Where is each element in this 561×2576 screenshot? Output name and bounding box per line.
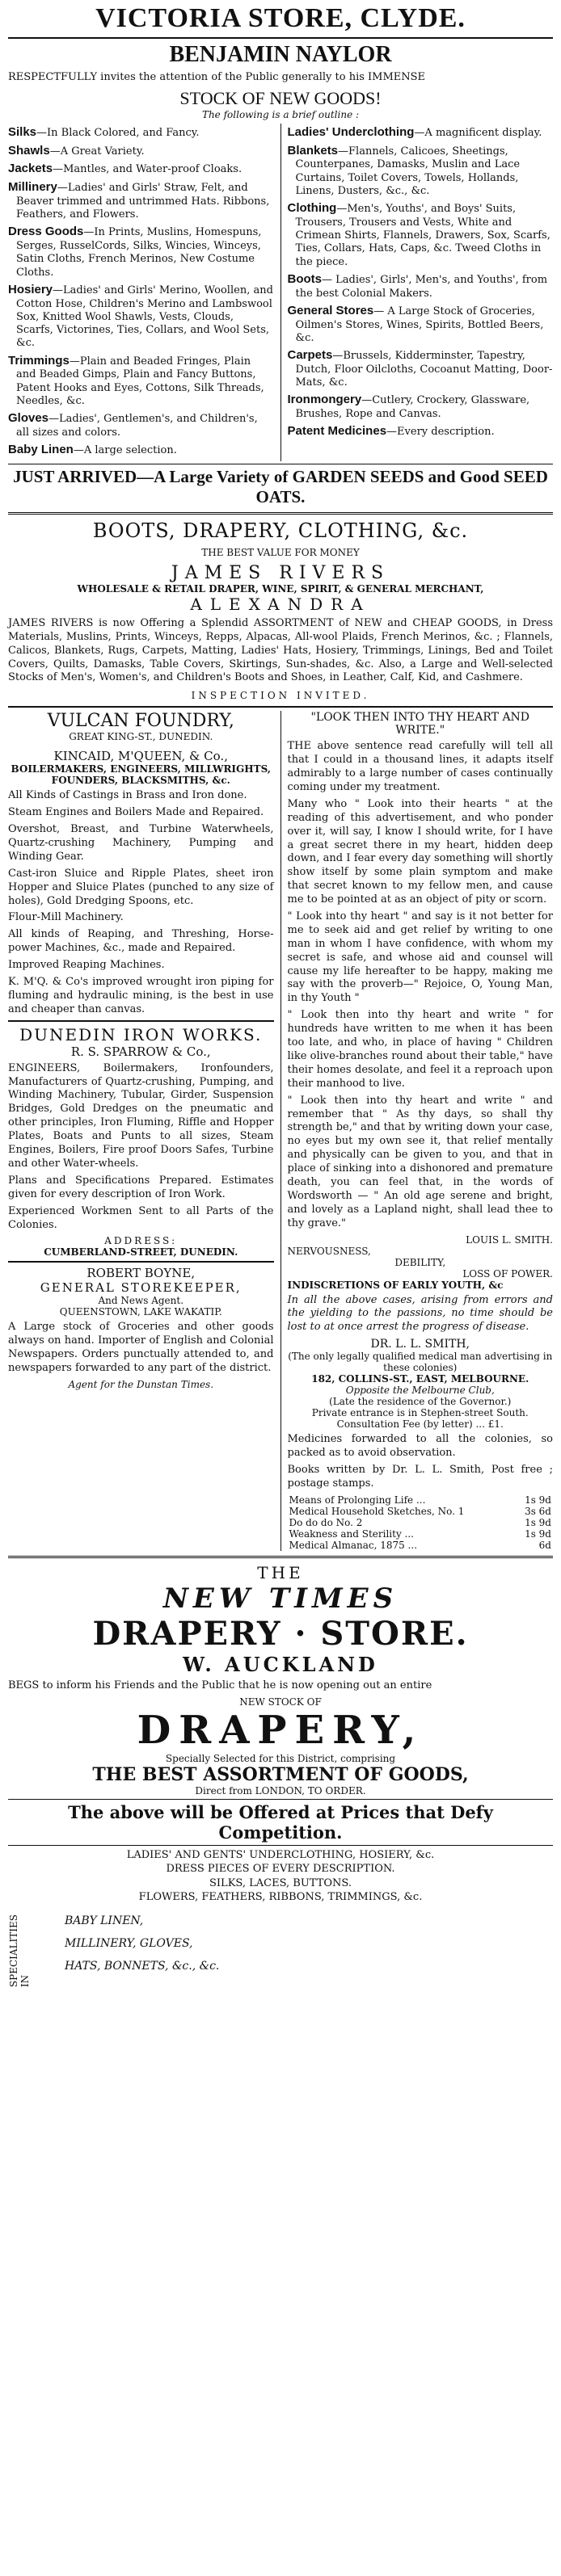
smith-fee: Consultation Fee (by letter) ... £1.: [336, 1418, 504, 1431]
list-item: Silks—In Black Colored, and Fancy.: [8, 124, 200, 139]
nt-intro: BEGS to inform his Friends and the Public that he is now opening out an entire: [8, 1679, 432, 1691]
nt-store: DRAPERY · STORE.: [92, 1614, 469, 1653]
smith-addr: 182, COLLINS-ST., EAST, MELBOURNE.: [311, 1373, 529, 1385]
victoria-stock: STOCK OF NEW GOODS!: [179, 87, 382, 108]
dunedin-iron-ad: [8, 1025, 274, 1259]
list-item: Ladies' Underclothing—A magnificent display.: [287, 124, 542, 139]
left-column: [8, 711, 274, 1550]
smith-note: In all the above cases, arising from errors and the yielding to the passions, no time should be lost to at once arrest the progress of disease.: [287, 1293, 553, 1334]
dunedin-workmen: Experienced Workmen Sent to all Parts of the Colonies.: [8, 1204, 274, 1231]
smith-ailment: NERVOUSNESS,: [287, 1245, 371, 1257]
boyne-dunstan: Agent for the Dunstan Times.: [68, 1378, 214, 1390]
smith-quote: "LOOK THEN INTO THY HEART AND WRITE.": [310, 711, 530, 738]
nt-selected: Specially Selected for this District, comprising: [165, 1752, 396, 1764]
nt-list-item: DRESS PIECES OF EVERY DESCRIPTION.: [166, 1863, 395, 1876]
smith-entrance: Private entrance is in Stephen-street South.: [311, 1407, 529, 1419]
smith-late: (Late the residence of the Governor.): [329, 1396, 512, 1408]
smith-sign: LOUIS L. SMITH.: [466, 1233, 553, 1246]
dunedin-plans: Plans and Specifications Prepared. Estimates given for every description of Iron Work.: [8, 1174, 274, 1200]
boyne-agent: And News Agent.: [98, 1295, 184, 1307]
smith-para: THE above sentence read carefully will tell all that I could in a thousand lines, it adapts itself admirably to a large number of cases continually coming under my treatment.: [287, 740, 553, 794]
victoria-right-col: [288, 124, 554, 461]
boyne-name: ROBERT BOYNE,: [86, 1266, 196, 1281]
list-item: Gloves—Ladies', Gentlemen's, and Children's, all sizes and colors.: [8, 411, 258, 439]
list-item: Blankets—Flannels, Calicoes, Sheetings, Counterpanes, Damasks, Muslin and Lace Curtains, Toilet Covers, Towels, Hollands, Linens, Dusters, &c., &c.: [287, 143, 521, 197]
nt-list-item: LADIES' AND GENTS' UNDERCLOTHING, HOSIERY, &c.: [126, 1848, 435, 1861]
list-item: Trimmings—Plain and Beaded Fringes, Plain and Beaded Gimps, Plain and Fancy Buttons, Patent Hooks and Eyes, Cottons, Silk Threads, Needles, &c.: [8, 353, 264, 407]
rivers-town: ALEXANDRA: [190, 594, 371, 614]
smith-para: Many who " Look into their hearts " at the reading of this advertisement, and who ponder over it, will say, I know I should write, for I have a great secret there in my heart, hidden deep down, and I fear every day something will shortly show itself by some plain symptom and make that secret known to my fellow men, and cause me to be pointed at as an object of pity or scorn.: [287, 797, 553, 906]
nt-stock: NEW STOCK OF: [239, 1696, 322, 1708]
nt-spec-label: SPECIALITIES IN: [8, 1914, 31, 1987]
dunedin-addr-label: ADDRESS:: [104, 1235, 178, 1247]
boyne-role: GENERAL STOREKEEPER,: [40, 1280, 242, 1296]
list-item: Boots— Ladies', Girls', Men's, and Youths', from the best Colonial Makers.: [287, 271, 548, 300]
smith-indiscretion: INDISCRETIONS OF EARLY YOUTH, &c: [287, 1279, 504, 1291]
list-item: Shawls—A Great Variety.: [8, 143, 145, 158]
smith-para: " Look then into thy heart and write " for hundreds have written to me when it has been too late, and who, in place of having " Children like olive-branches round about their table," have their homes desolate, and feel it a reproach upon their manhood to live.: [287, 1009, 553, 1090]
smith-ad: [288, 711, 554, 1550]
nt-drapery: DRAPERY,: [137, 1707, 424, 1753]
table-row: Means of Prolonging Life ... 1s 9d: [289, 1494, 551, 1506]
boyne-place: QUEENSTOWN, LAKE WAKATIP.: [59, 1306, 222, 1318]
smith-qual: (The only legally qualified medical man advertising in these colonies): [288, 1351, 553, 1374]
vulcan-line: Flour-Mill Machinery.: [8, 911, 124, 924]
list-item: General Stores— A Large Stock of Groceries, Oilmen's Stores, Wines, Spirits, Bottled Beers, &c.: [287, 303, 544, 344]
vulcan-line: All Kinds of Castings in Brass and Iron done.: [8, 789, 247, 802]
vulcan-firm: KINCAID, M'QUEEN, & Co.,: [53, 749, 228, 764]
table-row: Medical Almanac, 1875 ... 6d: [289, 1539, 551, 1551]
list-item: Baby Linen—A large selection.: [8, 443, 177, 457]
nt-prices: The above will be Offered at Prices that Defy Competition.: [68, 1801, 493, 1843]
table-row: Medical Household Sketches, No. 1 3s 6d: [289, 1505, 551, 1517]
nt-best: THE BEST ASSORTMENT OF GOODS,: [92, 1763, 469, 1785]
list-item: Jackets—Mantles, and Water-proof Cloaks.: [8, 162, 243, 176]
nt-spec-item: HATS, BONNETS, &c., &c.: [65, 1959, 220, 1973]
boyne-ad: [8, 1266, 274, 1390]
smith-ailment: DEBILITY,: [394, 1256, 446, 1268]
nt-list-item: FLOWERS, FEATHERS, RIBBONS, TRIMMINGS, &c.: [138, 1891, 423, 1904]
vulcan-line: Cast-iron Sluice and Ripple Plates, sheet iron Hopper and Sluice Plates (punched to any size of holes), Gold Dredging Spoons, etc.: [8, 867, 274, 907]
boyne-body: A Large stock of Groceries and other goods always on hand. Importer of English and Colonial Newspapers. Orders punctually attended to, and newspapers forwarded to any part of the district.: [8, 1321, 274, 1375]
rivers-name: JAMES RIVERS: [171, 562, 390, 583]
rivers-sub: THE BEST VALUE FOR MONEY: [201, 546, 360, 558]
rivers-inspect: INSPECTION INVITED.: [191, 690, 370, 702]
nt-list-item: SILKS, LACES, BUTTONS.: [209, 1876, 352, 1889]
list-item: Dress Goods—In Prints, Muslins, Homespuns, Serges, RusselCords, Silks, Wincies, Winceys, Satin Cloths, French Merinos, New Costume Cloths.: [8, 225, 262, 279]
victoria-store-ad: [8, 3, 553, 507]
vulcan-line: K. M'Q. & Co's improved wrought iron piping for fluming and hydraulic mining, is the best in use and cheaper than canvas.: [8, 976, 274, 1015]
rivers-trade: WHOLESALE & RETAIL DRAPER, WINE, SPIRIT, & GENERAL MERCHANT,: [77, 582, 484, 595]
vulcan-line: Improved Reaping Machines.: [8, 959, 165, 972]
victoria-owner: BENJAMIN NAYLOR: [169, 42, 392, 67]
rivers-body: JAMES RIVERS is now Offering a Splendid ASSORTMENT of NEW and CHEAP GOODS, in Dress Materials, Muslins, Prints, Winceys, Repps, Alpacas, All-wool Plaids, French Merinos, &c. ; Flannels, Calicos, Blankets, Rugs, Carpets, Matting, Ladies' Hats, Hosiery, Trimmings, Linings, Bed and Toilet Covers, Quilts, Damasks, Table Covers, Skirtings, Sun-shades, &c. Also, a Large and Well-selected Stocks of Men's, Women's, and Children's Boots and Shoes, in Leather, Calf, Kid, and Cashmere.: [8, 616, 553, 684]
victoria-arrived: JUST ARRIVED—A Large Variety of GARDEN SEEDS and Good SEED OATS.: [13, 466, 548, 506]
table-row: Weakness and Sterility ... 1s 9d: [289, 1528, 551, 1540]
victoria-intro: RESPECTFULLY invites the attention of the Public generally to his IMMENSE: [8, 71, 426, 83]
dunedin-address: CUMBERLAND-STREET, DUNEDIN.: [44, 1246, 238, 1259]
nt-specialities: [8, 1914, 553, 1987]
vulcan-line: All kinds of Reaping, and Threshing, Horse-power Machines, &c., made and Repaired.: [8, 928, 274, 955]
newspaper-page: [8, 0, 553, 1986]
smith-ailment: LOSS OF POWER.: [462, 1267, 553, 1280]
nt-spec-item: BABY LINEN,: [65, 1914, 144, 1927]
list-item: Carpets—Brussels, Kidderminster, Tapestry, Dutch, Floor Oilcloths, Cocoanut Matting, Door-Mats, &c.: [287, 348, 553, 389]
list-item: Patent Medicines—Every description.: [287, 424, 495, 439]
vulcan-line: Overshot, Breast, and Turbine Waterwheels, Quartz-crushing Machinery, Pumping and Winding Gear.: [8, 823, 274, 863]
smith-para: " Look into thy heart " and say is it not better for me to seek aid and get relief by writing to one man in whom I have confidence, with whom my secret is safe, and whose aid and counsel will cause my life hereafter to be happy, making me say with the proverb—" Rejoice, O, Young Man, in thy Youth ": [287, 910, 553, 1005]
victoria-title: VICTORIA STORE, CLYDE.: [95, 3, 466, 33]
vulcan-street: GREAT KING-ST., DUNEDIN.: [69, 731, 213, 743]
victoria-left-col: [8, 124, 274, 461]
nt-the: THE: [257, 1562, 304, 1582]
nt-title: NEW TIMES: [162, 1582, 399, 1615]
list-item: Hosiery—Ladies' and Girls' Merino, Woollen, and Cotton Hose, Children's Merino and Lambswool Sox, Knitted Wool Shawls, Vests, Clouds, Scarfs, Victorines, Ties, Collars, and Wool Sets, &c.: [8, 282, 273, 350]
vulcan-title: VULCAN FOUNDRY,: [47, 711, 234, 732]
list-item: Clothing—Men's, Youths', and Boys' Suits, Trousers, Trousers and Vests, White and Crimean Shirts, Flannels, Drawers, Sox, Scarfs, Ties, Collars, Hats, Caps, &c. Tweed Cloths in the piece.: [287, 201, 550, 268]
rivers-title: BOOTS, DRAPERY, CLOTHING, &c.: [92, 519, 469, 542]
list-item: Ironmongery—Cutlery, Crockery, Glassware, Brushes, Rope and Canvas.: [287, 393, 530, 421]
dunedin-body: ENGINEERS, Boilermakers, Ironfounders, Manufacturers of Quartz-crushing, Pumping, and Winding Machinery, Tubular, Girder, Suspension Bridges, Gold Dredges on the pneumatic and other principles, Iron Fluming, Riffle and Hopper Plates, Boats and Punts to all sizes, Steam Engines, Boilers, Fire proof Doors Safes, Turbine and other Water-wheels.: [8, 1061, 274, 1170]
vulcan-line: Steam Engines and Boilers Made and Repaired.: [8, 806, 264, 819]
table-row: Do do do No. 2 1s 9d: [289, 1516, 551, 1528]
smith-para: " Look then into thy heart and write " and remember that " As thy days, so shall thy strength be," and that by writing down your case, no eyes but my own see it, that relief mentally and physically can be given to you, and that in place of sinking into a dishonored and premature death, you can feel that, in the words of Wordsworth — " An old age serene and bright, and lovely as a Lapland night, shall lead thee to thy grave.": [287, 1094, 553, 1229]
price-table: [288, 1494, 554, 1551]
rivers-ad: [8, 519, 553, 701]
list-item: Millinery—Ladies' and Girls' Straw, Felt, and Beaver trimmed and untrimmed Hats. Ribbons, Feathers, and Flowers.: [8, 180, 270, 221]
nt-spec-item: MILLINERY, GLOVES,: [65, 1936, 193, 1950]
nt-direct: Direct from LONDON, TO ORDER.: [195, 1784, 366, 1796]
new-times-ad: [8, 1562, 553, 1987]
nt-name: W. AUCKLAND: [183, 1652, 378, 1676]
smith-books: Books written by Dr. L. L. Smith, Post free ; postage stamps.: [287, 1463, 553, 1490]
vulcan-ad: [8, 711, 274, 1016]
dunedin-title: DUNEDIN IRON WORKS.: [19, 1024, 263, 1044]
dunedin-firm: R. S. SPARROW & Co.,: [70, 1044, 211, 1059]
right-column: [288, 711, 554, 1550]
vulcan-trades: BOILERMAKERS, ENGINEERS, MILLWRIGHTS, FOUNDERS, BLACKSMITHS, &c.: [11, 763, 271, 787]
smith-opp: Opposite the Melbourne Club,: [345, 1385, 495, 1397]
smith-meds: Medicines forwarded to all the colonies, so packed as to avoid observation.: [287, 1433, 553, 1460]
smith-doctor: DR. L. L. SMITH,: [370, 1338, 470, 1351]
victoria-outline: The following is a brief outline :: [201, 108, 360, 120]
